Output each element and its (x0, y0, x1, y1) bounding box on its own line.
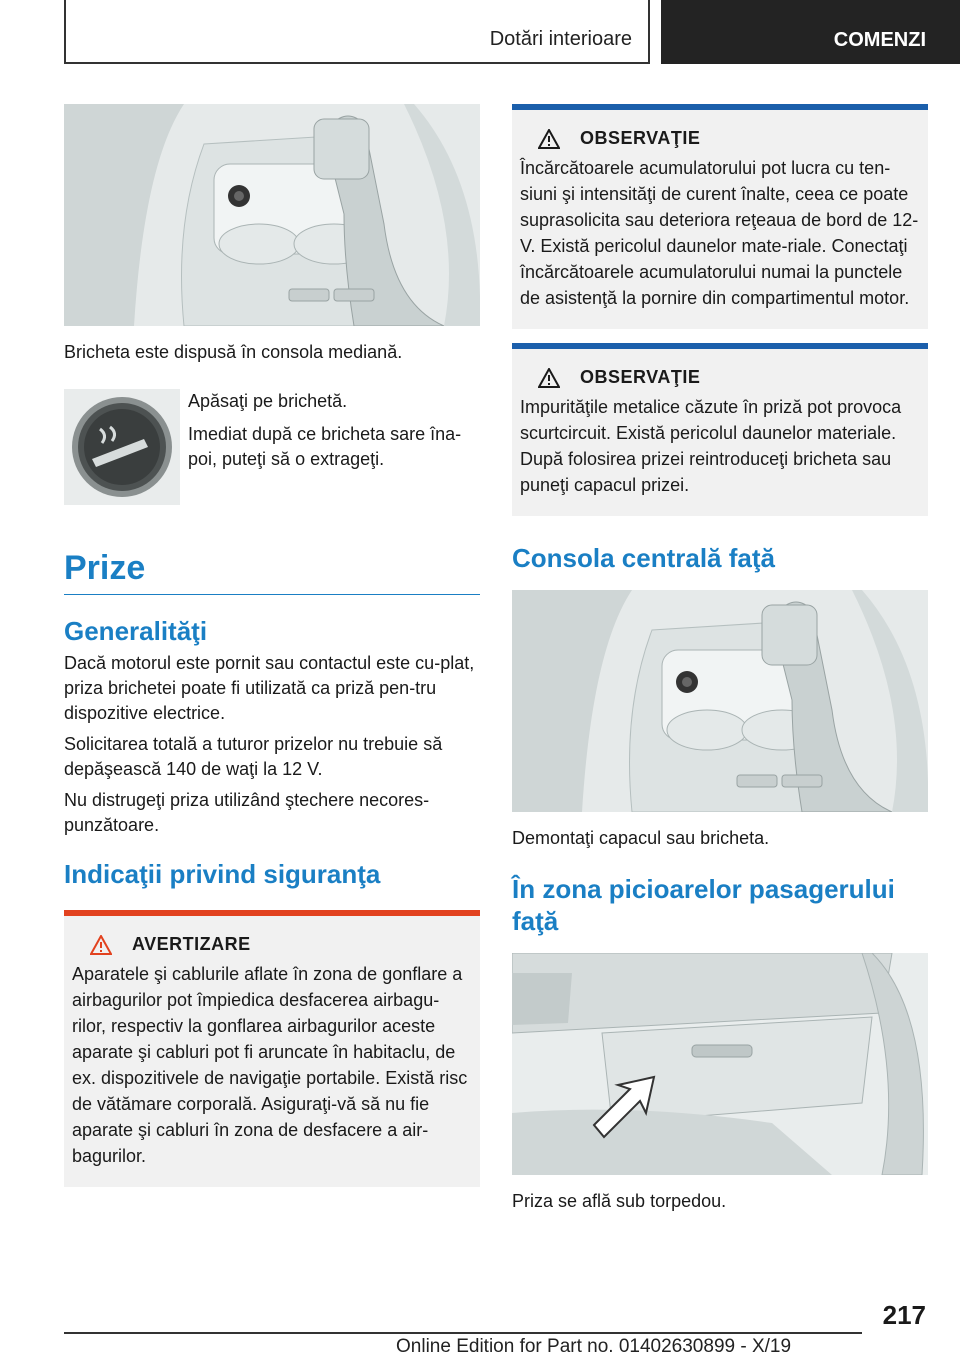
photo-caption: Bricheta este dispusă în consola mediană. (64, 342, 403, 362)
footwell-caption: Priza se află sub torpedou. (512, 1191, 727, 1211)
warning-triangle-icon (538, 368, 560, 388)
warning-triangle-icon (90, 935, 112, 955)
warning-title: AVERTIZARE (72, 934, 472, 955)
left-column (64, 104, 480, 1187)
general-paragraph-3: Nu distrugeţi priza utilizând ştechere necores-punzătoare. (64, 790, 430, 835)
notice-box-2 (512, 343, 928, 516)
warning-box (64, 910, 480, 1187)
footwell-photo (512, 953, 928, 1175)
notice-1-text: Încărcătoarele acumulatorului pot lucra cu ten-siuni şi intensităţi de curent înalte, ceea ce poate suprasolicita sau deteriora reţeaua de bord de 12-V. Există pericolul daunelor mate-riale. Conectaţi încărcătoarele acumulatorului numai la punctele de asistenţă la pornire din compartimentul motor. (520, 158, 919, 308)
notice-1-title: OBSERVAŢIE (520, 128, 920, 149)
footer-divider (64, 1332, 862, 1334)
chapter-title: COMENZI (833, 29, 926, 51)
page-number: 217 (882, 1300, 926, 1330)
notice-2-text: Impurităţile metalice căzute în priză pot provoca scurtcircuit. Există pericolul daunelor materiale. După folosirea prizei reintroduceţi bricheta sau puneţi capacul prizei. (520, 397, 902, 495)
warning-triangle-icon (538, 129, 560, 149)
lighter-step-2: Imediat după ce bricheta sare îna-poi, puteţi să o extrageţi. (188, 424, 462, 469)
notice-box-1 (512, 104, 928, 329)
section-heading-prize: Prize (64, 549, 480, 595)
subheading-footwell: În zona picioarelor pasagerului faţă (512, 874, 895, 936)
subheading-general: Generalităţi (64, 616, 208, 646)
subheading-console: Consola centrală faţă (512, 543, 775, 573)
right-column (512, 104, 928, 1214)
general-paragraph-1: Dacă motorul este pornit sau contactul este cu-plat, priza brichetei poate fi utilizată ca priză pen-tru dispozitive electrice. (64, 653, 475, 723)
chapter-tab (661, 0, 960, 64)
section-title: Dotări interioare (489, 28, 632, 50)
lighter-step-1: Apăsaţi pe brichetă. (188, 391, 348, 411)
console-caption: Demontaţi capacul sau bricheta. (512, 828, 770, 848)
lighter-text (188, 389, 480, 505)
general-paragraph-2: Solicitarea totală a tuturor prizelor nu trebuie să depăşească 140 de waţi la 12 V. (64, 734, 443, 779)
warning-text: Aparatele şi cablurile aflate în zona de gonflare a airbagurilor pot împiedica desfacerea airbagu-rilor, respectiv la gonflarea airbagurilor aceste aparate şi cabluri pot fi aruncate în habitaclu, de ex. dispozitivele de navigaţie portabile. Există risc de vătămare corporală. Asiguraţi-vă să nu fie aparate şi cabluri în zona de desfacere a air-bagurilor. (72, 964, 468, 1166)
edition-note: Online Edition for Part no. 01402630899 - X/19 (396, 1336, 792, 1357)
lighter-button-image (64, 389, 180, 505)
lighter-instructions (64, 389, 480, 505)
subheading-safety: Indicaţii privind siguranţa (64, 859, 381, 889)
center-console-photo (512, 590, 928, 812)
notice-2-title: OBSERVAŢIE (520, 367, 920, 388)
console-lighter-photo (64, 104, 480, 326)
page-header (0, 0, 960, 66)
